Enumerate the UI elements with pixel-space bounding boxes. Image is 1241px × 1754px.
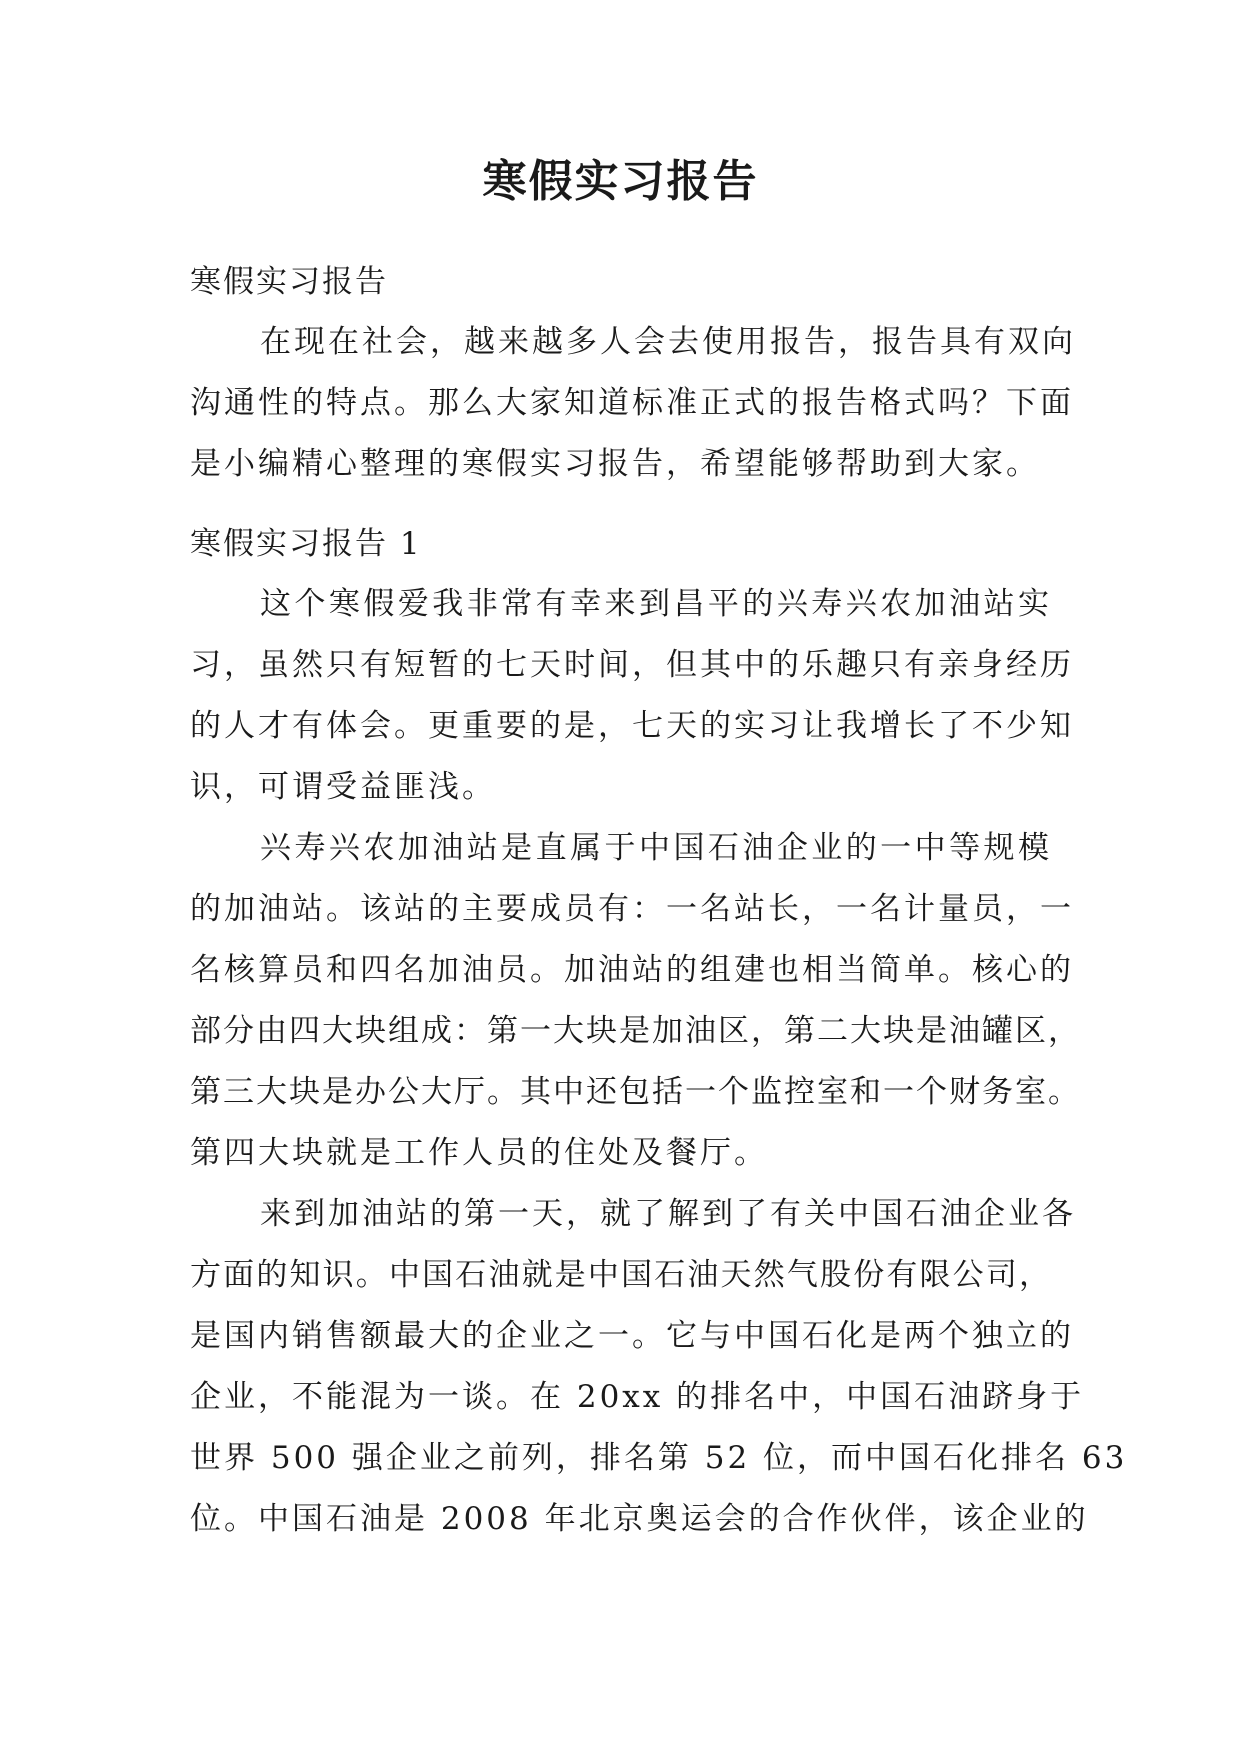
section-1-heading: 寒假实习报告 1 — [190, 526, 422, 562]
paragraph-line: 部分由四大块组成：第一大块是加油区，第二大块是油罐区， — [190, 1013, 1081, 1049]
paragraph-line: 的加油站。该站的主要成员有：一名站长，一名计量员，一 — [190, 891, 1074, 927]
paragraph-line: 第三大块是办公大厅。其中还包括一个监控室和一个财务室。 — [190, 1074, 1081, 1110]
section-1-paragraph-1 — [190, 574, 1074, 818]
paragraph-line: 名核算员和四名加油员。加油站的组建也相当简单。核心的 — [190, 952, 1074, 988]
paragraph-line: 的人才有体会。更重要的是，七天的实习让我增长了不少知 — [190, 708, 1074, 744]
intro-heading: 寒假实习报告 — [190, 264, 388, 300]
paragraph-line: 位。中国石油是 2008 年北京奥运会的合作伙伴，该企业的 — [190, 1501, 1089, 1537]
section-1-paragraph-2 — [190, 818, 1081, 1184]
section-1 — [190, 514, 1128, 1550]
paragraph-line: 企业，不能混为一谈。在 20xx 的排名中，中国石油跻身于 — [190, 1379, 1085, 1415]
paragraph-line: 第四大块就是工作人员的住处及餐厅。 — [190, 1135, 768, 1171]
intro-line: 在现在社会，越来越多人会去使用报告，报告具有双向 — [260, 324, 1076, 360]
paragraph-line: 这个寒假爱我非常有幸来到昌平的兴寿兴农加油站实 — [260, 586, 1052, 622]
document-title: 寒假实习报告 — [482, 156, 759, 207]
paragraph-line: 习，虽然只有短暂的七天时间，但其中的乐趣只有亲身经历 — [190, 647, 1074, 683]
intro-line: 沟通性的特点。那么大家知道标准正式的报告格式吗？下面 — [190, 385, 1074, 421]
paragraph-line: 来到加油站的第一天，就了解到了有关中国石油企业各 — [260, 1196, 1076, 1232]
intro-line: 是小编精心整理的寒假实习报告，希望能够帮助到大家。 — [190, 446, 1040, 482]
paragraph-line: 世界 500 强企业之前列，排名第 52 位，而中国石化排名 63 — [190, 1440, 1128, 1476]
intro-paragraph — [190, 312, 1076, 495]
paragraph-line: 识，可谓受益匪浅。 — [190, 769, 496, 805]
section-1-paragraph-3 — [190, 1184, 1128, 1550]
paragraph-line: 方面的知识。中国石油就是中国石油天然气股份有限公司， — [190, 1257, 1052, 1293]
intro-section — [190, 252, 1076, 495]
paragraph-line: 兴寿兴农加油站是直属于中国石油企业的一中等规模 — [260, 830, 1052, 866]
paragraph-line: 是国内销售额最大的企业之一。它与中国石化是两个独立的 — [190, 1318, 1074, 1354]
